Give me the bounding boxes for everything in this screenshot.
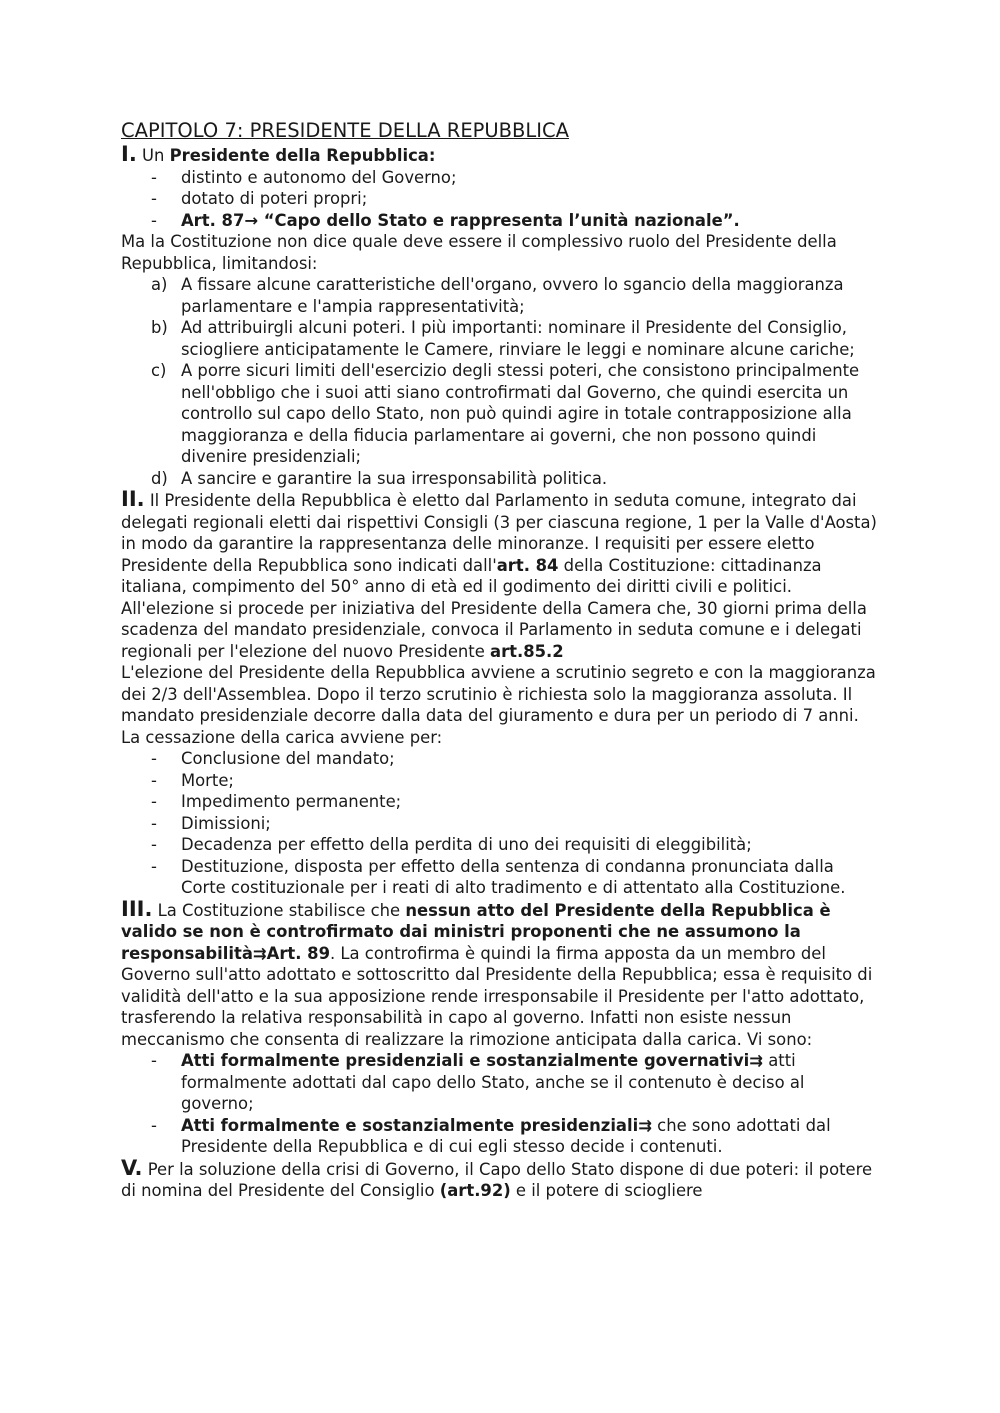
section-3-bullets bbox=[121, 1050, 881, 1158]
list-item: b) Ad attribuirgli alcuni poteri. I più importanti: nominare il Presidente del Consiglio, sciogliere anticipatamente le Camere, rinviare le leggi e nominare alcune cariche; bbox=[151, 318, 855, 359]
section-5-paragraph: V. Per la soluzione della crisi di Governo, il Capo dello Stato dispone di due poteri: il potere di nomina del Presidente del Consiglio (art.92) e il potere di sciogliere bbox=[121, 1155, 873, 1200]
list-item: - Atti formalmente e sostanzialmente presidenziali⇉ che sono adottati dal Presidente della Repubblica e di cui egli stesso decide i contenuti. bbox=[151, 1115, 831, 1156]
section-1-lettered-list bbox=[121, 274, 881, 489]
list-item: - Dimissioni; bbox=[151, 813, 271, 833]
list-item: - Morte; bbox=[151, 770, 234, 790]
section-1-paragraph: Ma la Costituzione non dice quale deve essere il complessivo ruolo del Presidente della Repubblica, limitandosi: bbox=[121, 232, 837, 273]
list-item: - Destituzione, disposta per effetto della sentenza di condanna pronunciata dalla Corte costituzionale per i reati di alto tradimento e di attentato alla Costituzione. bbox=[151, 856, 846, 897]
list-item: - dotato di poteri propri; bbox=[151, 189, 368, 208]
list-item: - Impedimento permanente; bbox=[151, 792, 402, 811]
section-1-lead-bold: Presidente della Repubblica: bbox=[169, 146, 436, 165]
list-item: - Conclusione del mandato; bbox=[151, 749, 395, 768]
section-1-lead: Un bbox=[142, 146, 170, 165]
list-item: - Atti formalmente presidenziali e sostanzialmente governativi⇉ atti formalmente adottati dal capo dello Stato, anche se il contenuto è deciso al governo; bbox=[151, 1051, 805, 1113]
section-2-paragraph-2: L'elezione del Presidente della Repubblica avviene a scrutinio segreto e con la maggioranza dei 2/3 dell'Assemblea. Dopo il terzo scrutinio è richiesta solo la maggioranza assoluta. Il mandato presidenziale decorre dalla data del giuramento e dura per un periodo di 7 anni. La cessazione della carica avviene per: bbox=[121, 663, 876, 747]
section-2-number: II. bbox=[121, 487, 145, 511]
list-item: a) A fissare alcune caratteristiche dell'organo, ovvero lo sgancio della maggioranza parlamentare e l'ampia rappresentatività; bbox=[151, 275, 844, 316]
section-3-paragraph: III. La Costituzione stabilisce che nessun atto del Presidente della Repubblica è valido se non è controfirmato dai ministri proponenti che ne assumono la responsabilità⇉Art. 89. La controfirma è quindi la firma apposta da un membro del Governo sull'atto adottato e sottoscritto dal Presidente della Repubblica; essa è requisito di validità dell'atto e la sua apposizione rende irresponsabile il Presidente per l'atto adottato, trasferendo la relativa responsabilità in capo al governo. Infatti non esiste nessun meccanismo che consenta di realizzare la rimozione anticipata dalla carica. Vi sono: bbox=[121, 896, 873, 1049]
chapter-title: CAPITOLO 7: PRESIDENTE DELLA REPUBBLICA bbox=[121, 119, 570, 142]
section-2-bullets bbox=[121, 748, 881, 899]
list-item: c) A porre sicuri limiti dell'esercizio degli stessi poteri, che consistono principalmente nell'obbligo che i suoi atti siano controfirmati dal Governo, che quindi esercita un controllo sul capo dello Stato, non può quindi agire in totale contrapposizione alla maggioranza e della fiducia parlamentare ai governi, che non possono quindi divenire presidenziali; bbox=[151, 361, 860, 466]
section-1-intro bbox=[121, 144, 881, 167]
section-3-number: III. bbox=[121, 896, 153, 921]
list-item: - Decadenza per effetto della perdita di uno dei requisiti di eleggibilità; bbox=[151, 835, 752, 854]
list-item: - Art. 87→ “Capo dello Stato e rappresenta l’unità nazionale”. bbox=[151, 210, 740, 230]
list-item: d) A sancire e garantire la sua irresponsabilità politica. bbox=[151, 468, 608, 488]
section-1-number: I. bbox=[121, 142, 137, 166]
list-item: - distinto e autonomo del Governo; bbox=[151, 167, 457, 187]
document-page bbox=[121, 118, 881, 1202]
section-2-paragraph: II. Il Presidente della Repubblica è eletto dal Parlamento in seduta comune, integrato dai delegati regionali eletti dai rispettivi Consigli (3 per ciascuna regione, 1 per la Valle d'Aosta) in modo da garantire la rappresentanza delle minoranze. I requisiti per essere eletto Presidente della Repubblica sono indicati dall'art. 84 della Costituzione: cittadinanza italiana, compimento del 50° anno di età ed il godimento dei diritti civili e politici. All'elezione si procede per iniziativa del Presidente della Camera che, 30 giorni prima della scadenza del mandato presidenziale, convoca il Parlamento in seduta comune e i delegati regionali per l'elezione del nuovo Presidente art.85.2 bbox=[121, 487, 877, 661]
section-5-number: V. bbox=[121, 1155, 143, 1180]
section-1-bullets bbox=[121, 167, 881, 232]
